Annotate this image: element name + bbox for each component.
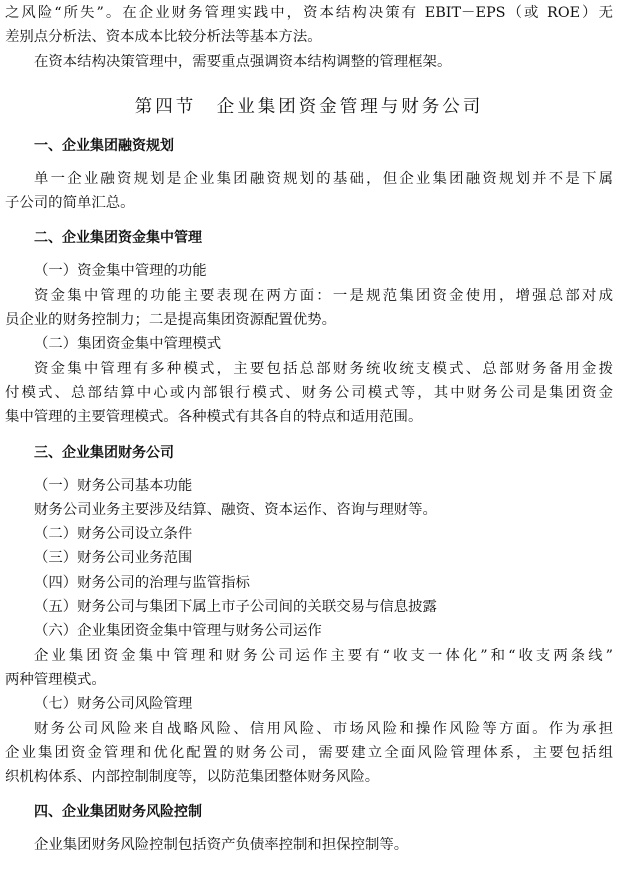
text-line: （二）集团资金集中管理模式 [34,336,222,353]
paragraph [5,1,613,50]
section-title: 第四节 企业集团资金管理与财务公司 [134,96,484,117]
paragraph [5,357,613,430]
paragraph [5,833,613,857]
paragraph [5,571,613,595]
text-line: 两种管理模式。 [5,671,106,688]
paragraph [5,717,613,790]
text-line: 在资本结构决策管理中，需要重点强调资本结构调整的管理框架。 [34,53,452,70]
paragraph [5,259,613,283]
text-line: （一）资金集中管理的功能 [34,263,207,280]
text-line: 之风险“所失”。在企业财务管理实践中，资本结构决策有 EBIT－EPS（或 ROE）无 [5,5,613,21]
text-line: （六）企业集团资金集中管理与财务公司运作 [34,623,322,640]
text-line: 企业集团资金集中管理和财务公司运作主要有“收支一体化”和“收支两条线” [34,647,613,664]
paragraph [5,692,613,716]
paragraph [5,644,613,693]
paragraph [5,284,613,333]
text-line: 财务公司业务主要涉及结算、融资、资本运作、咨询与理财等。 [34,501,437,518]
paragraph [5,546,613,570]
section-heading: 三、企业集团财务公司 [34,444,174,461]
text-line: 资金集中管理的功能主要表现在两方面：一是规范集团资金使用，增强总部对成 [34,287,613,304]
text-line: 集中管理的主要管理模式。各种模式有其各自的特点和适用范围。 [5,409,423,426]
text-line: （三）财务公司业务范围 [34,550,193,567]
text-line: 资金集中管理有多种模式，主要包括总部财务统收统支模式、总部财务备用金拨 [34,360,613,377]
section-heading: 一、企业集团融资规划 [34,137,174,154]
document-page [5,1,613,858]
paragraph [5,595,613,619]
text-line: （四）财务公司的治理与监管指标 [34,574,250,591]
paragraph [5,332,613,356]
paragraph [5,619,613,643]
paragraph [5,498,613,522]
paragraph [5,50,613,74]
paragraph [5,522,613,546]
text-line: （五）财务公司与集团下属上市子公司间的关联交易与信息披露 [34,599,437,616]
text-line: 员企业的财务控制力；二是提高集团资源配置优势。 [5,312,336,329]
text-line: 单一企业融资规划是企业集团融资规划的基础，但企业集团融资规划并不是下属 [34,170,613,187]
section-heading: 二、企业集团资金集中管理 [34,230,202,247]
paragraph [5,167,613,216]
text-line: 企业集团资金管理和优化配置的财务公司，需要建立全面风险管理体系，主要包括组 [5,744,613,761]
text-line: （二）财务公司设立条件 [34,526,193,543]
text-line: 差别点分析法、资本成本比较分析法等基本方法。 [5,29,322,46]
text-line: （一）财务公司基本功能 [34,477,193,494]
text-line: （七）财务公司风险管理 [34,696,193,713]
text-line: 织机构体系、内部控制制度等，以防范集团整体财务风险。 [5,769,380,786]
text-line: 子公司的简单汇总。 [5,195,135,212]
section-heading: 四、企业集团财务风险控制 [34,804,202,821]
text-line: 企业集团财务风险控制包括资产负债率控制和担保控制等。 [34,837,409,854]
text-line: 财务公司风险来自战略风险、信用风险、市场风险和操作风险等方面。作为承担 [34,720,613,737]
paragraph [5,474,613,498]
text-line: 付模式、总部结算中心或内部银行模式、财务公司模式等，其中财务公司是集团资金 [5,384,613,401]
